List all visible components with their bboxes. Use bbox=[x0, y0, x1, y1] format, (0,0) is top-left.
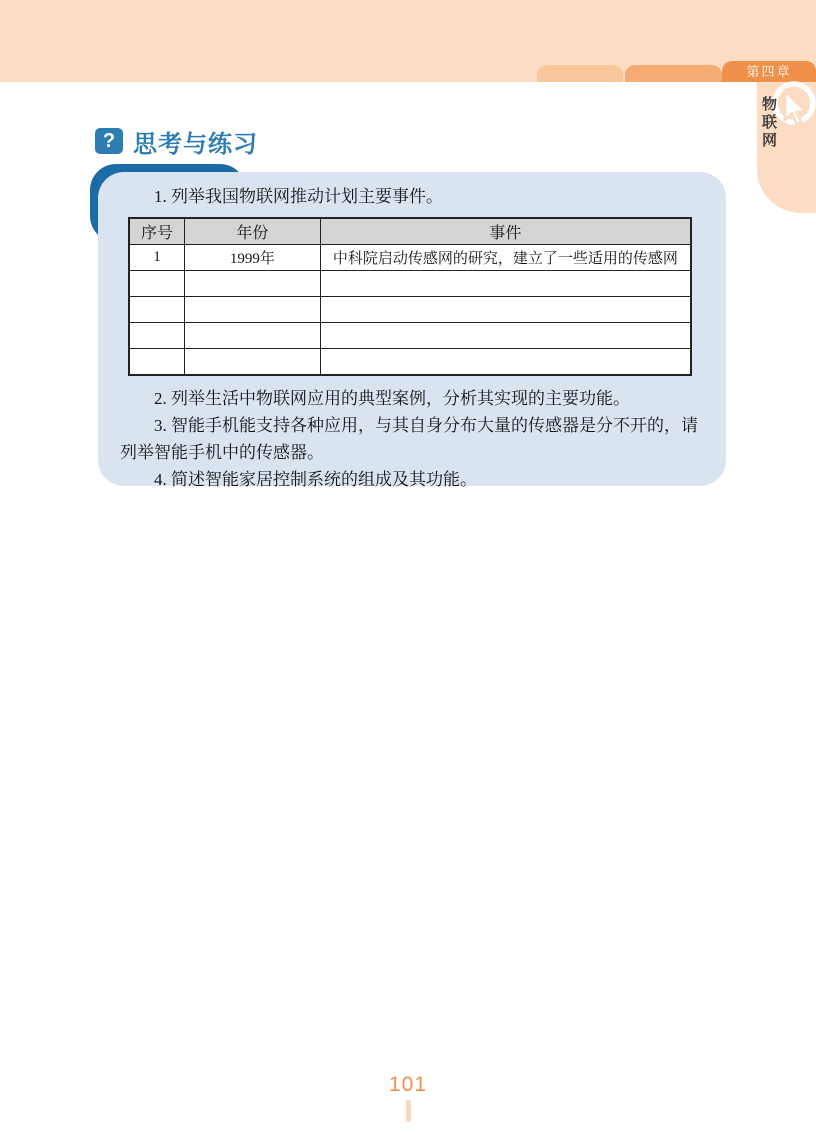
question-3: 3. 智能手机能支持各种应用，与其自身分布大量的传感器是分不开的，请列举智能手机中的传感器。 bbox=[120, 416, 698, 462]
table-row bbox=[129, 271, 691, 297]
cell-event bbox=[320, 271, 691, 297]
cell-event bbox=[320, 349, 691, 376]
column-header-number: 序号 bbox=[129, 218, 184, 245]
chapter-tab-current: 第四章 bbox=[722, 61, 816, 82]
cell-year: 1999年 bbox=[184, 245, 320, 271]
column-header-event: 事件 bbox=[320, 218, 691, 245]
chapter-tab-spacer-2 bbox=[625, 65, 722, 82]
header-band bbox=[0, 0, 816, 82]
cell-year bbox=[184, 297, 320, 323]
cell-event: 中科院启动传感网的研究，建立了一些适用的传感网 bbox=[320, 245, 691, 271]
side-tab-label: 物联网 bbox=[760, 96, 777, 150]
section-title: 思考与练习 bbox=[133, 130, 258, 158]
cell-year bbox=[184, 349, 320, 376]
question-4: 4. 简述智能家居控制系统的组成及其功能。 bbox=[154, 470, 477, 489]
cell-year bbox=[184, 271, 320, 297]
page-number: 101 bbox=[388, 1073, 428, 1096]
cell-number bbox=[129, 271, 184, 297]
events-table bbox=[128, 217, 692, 376]
section-heading bbox=[95, 126, 258, 156]
question-list bbox=[98, 385, 726, 493]
table-row bbox=[129, 323, 691, 349]
table-header-row bbox=[129, 218, 691, 245]
cell-number bbox=[129, 323, 184, 349]
table-row bbox=[129, 245, 691, 271]
question-2: 2. 列举生活中物联网应用的典型案例，分析其实现的主要功能。 bbox=[154, 389, 630, 408]
page-number-bar bbox=[406, 1100, 411, 1122]
question-mark-icon: ? bbox=[95, 128, 123, 154]
cell-event bbox=[320, 323, 691, 349]
page-footer bbox=[0, 1073, 816, 1122]
question-1: 1. 列举我国物联网推动计划主要事件。 bbox=[154, 187, 443, 206]
cell-number bbox=[129, 297, 184, 323]
cell-number: 1 bbox=[129, 245, 184, 271]
column-header-year: 年份 bbox=[184, 218, 320, 245]
cell-event bbox=[320, 297, 691, 323]
exercise-box bbox=[98, 172, 726, 489]
side-chapter-tab bbox=[757, 82, 816, 213]
cell-year bbox=[184, 323, 320, 349]
cell-number bbox=[129, 349, 184, 376]
table-row bbox=[129, 349, 691, 376]
chapter-tab-spacer-1 bbox=[537, 65, 623, 82]
table-row bbox=[129, 297, 691, 323]
